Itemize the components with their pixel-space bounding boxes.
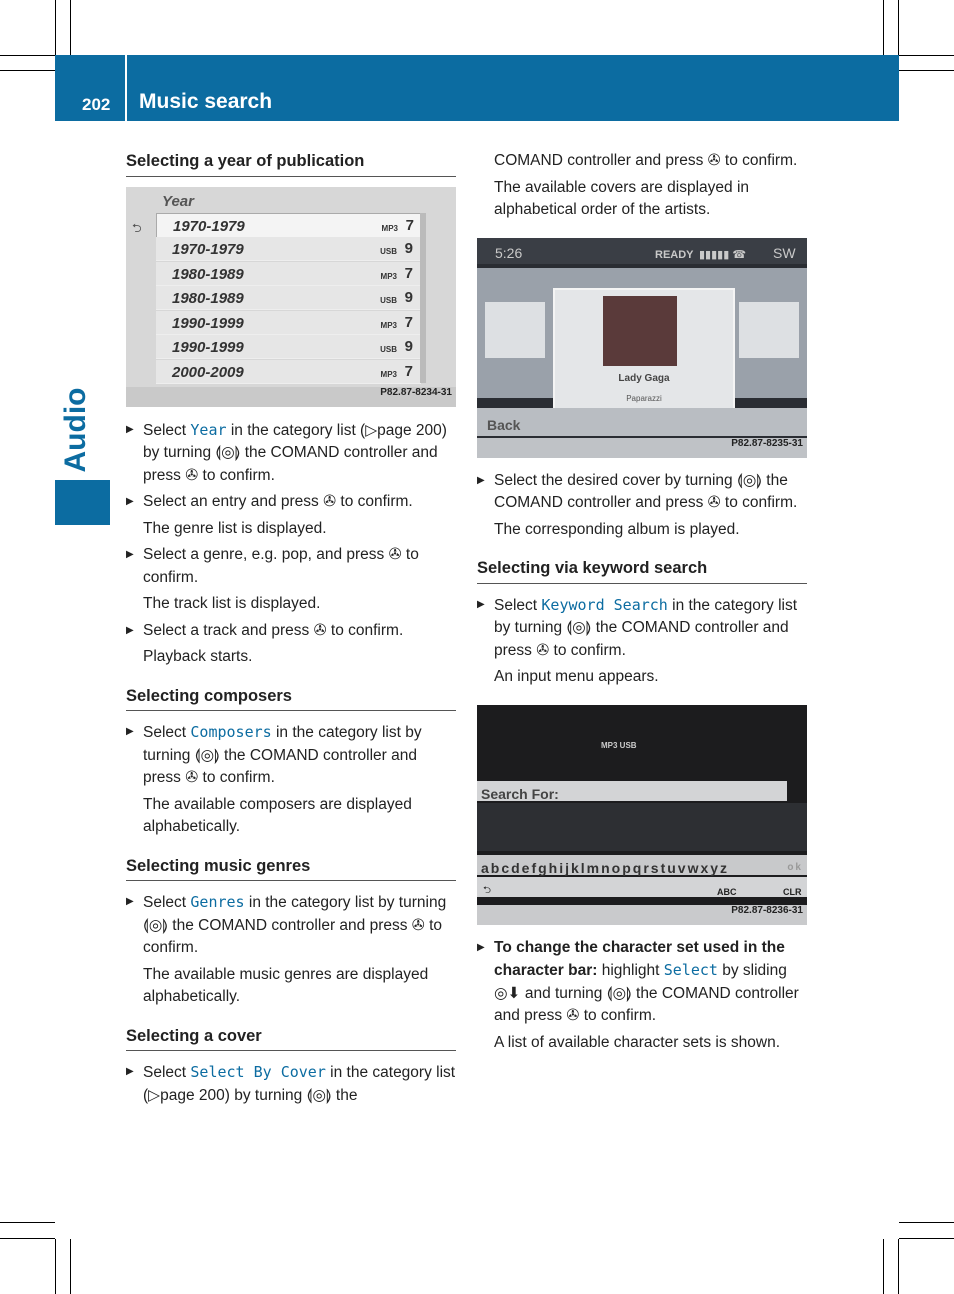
year-list-row[interactable] [156,311,421,335]
step-text: Select [143,421,191,439]
result-note: The available music genres are displayed alphabetically. [143,965,429,1005]
menu-keyword: Keyword Search [541,595,668,614]
clock: 5:26 [495,244,523,261]
source-icon: MP3 [380,271,397,281]
instruction-step [126,544,456,589]
year-list-row[interactable] [156,213,423,238]
year-list-row[interactable] [156,360,421,384]
press-controller-icon: ✇ [323,493,337,510]
step-text: by sliding [717,962,787,979]
crop-mark [0,1238,55,1239]
page-ref-icon: ▷ [365,421,378,439]
step-text: to confirm. [336,493,413,510]
chapter-label: Audio [59,387,92,473]
step-text: Select a track and press [143,621,314,639]
year-range-label: 1970-1979 [173,217,245,235]
year-list-row[interactable] [156,286,421,310]
cover-left [485,302,545,358]
result-note: The corresponding album is played. [494,520,740,538]
year-range-label: 1990-1999 [172,339,244,356]
instruction-step [126,419,456,488]
crop-mark [883,1239,884,1294]
instruction-step [126,891,456,960]
track-count: 7 [404,313,413,331]
artist-name: Lady Gaga [618,372,670,384]
step-text: Select an entry and press [143,493,324,510]
search-label: Search For: [481,785,559,802]
crop-mark [70,1239,71,1294]
page-ref-icon: ▷ [148,1086,161,1104]
step-text: Select a genre, e.g. pop, and press [143,546,389,563]
turn-controller-icon: ⟬◎⟭ [306,1086,332,1104]
press-controller-icon: ✇ [536,641,550,659]
source-icon: MP3 [381,223,398,233]
instruction-step [477,470,807,515]
turn-controller-icon: ⟬◎⟭ [736,471,762,489]
press-controller-icon: ✇ [185,769,199,786]
track-count: 7 [405,216,414,234]
right-column [477,150,807,1058]
menu-keyword: Select [663,961,718,979]
slide-down-icon: ◎⬇ [494,984,521,1002]
step-text: the COMAND controller and press [494,619,789,659]
step-text: the COMAND controller and press [143,746,417,786]
turn-controller-icon: ⟬◎⟭ [215,444,241,461]
result-note: The track list is displayed. [143,595,321,612]
step-text: Select [494,596,542,614]
turn-controller-icon: ⟬◎⟭ [143,916,168,934]
step-text: highlight [597,962,664,979]
header-divider [125,55,127,121]
step-text: to confirm. [579,1007,657,1024]
step-text: and turning [520,984,607,1002]
menu-keyword: Select By Cover [190,1063,326,1081]
crop-mark [883,0,884,55]
status-text: READY [655,248,694,261]
track-count: 7 [404,264,413,282]
year-list-row[interactable] [156,335,421,359]
back-icon: ⮌ [132,220,142,235]
result-note: Playback starts. [143,648,253,665]
figure-reference: P82.87-8235-31 [731,438,803,449]
back-icon[interactable]: ⮌ [483,884,492,896]
step-text: the [331,1086,358,1104]
track-count: 9 [404,338,413,355]
step-text: to confirm. [143,546,419,586]
year-list-row[interactable] [156,237,421,261]
section-heading-cover: Selecting a cover [126,1025,456,1052]
track-count: 9 [404,240,413,257]
year-range-label: 1980-1989 [172,290,244,307]
crop-mark [899,70,954,71]
page-title: Music search [139,90,273,113]
status-bar [477,238,807,264]
left-column [126,150,456,1111]
results-area [477,803,807,851]
crop-mark [898,0,899,55]
menu-keyword: Year [190,420,227,439]
back-label[interactable]: Back [487,416,521,433]
step-text: Select [143,894,191,911]
turn-controller-icon: ⟬◎⟭ [194,746,220,764]
source-icon: USB [380,345,397,354]
figure-reference: P82.87-8236-31 [731,905,803,916]
track-count: 7 [404,362,413,380]
ok-button[interactable]: ok [787,861,803,873]
step-text: the COMAND controller and press [494,471,788,511]
year-list-title: Year [162,192,194,210]
source-icons: MP3 USB [601,740,637,750]
back-bar[interactable] [477,408,807,436]
crop-mark [899,55,954,56]
year-list-row[interactable] [156,262,421,286]
section-heading-year: Selecting a year of publication [126,150,456,177]
function-key-bar [477,877,807,897]
crop-mark [898,1239,899,1294]
step-text: page 200) by turning [160,1086,307,1104]
crop-mark [55,0,56,55]
section-heading-composers: Selecting composers [126,685,456,712]
year-list-screenshot [126,187,456,407]
step-text: to confirm. [720,494,798,511]
turn-controller-icon: ⟬◎⟭ [606,984,632,1002]
abc-button[interactable]: ABC [717,886,737,897]
instruction-step [126,1061,456,1107]
step-text: to confirm. [198,466,275,484]
step-text: the COMAND controller and press [143,444,438,484]
press-controller-icon: ✇ [185,466,199,484]
source-icon: MP3 [380,369,397,379]
signal-icon: ▮▮▮▮▮ ☎ [699,248,747,261]
instruction-step [126,721,456,790]
year-range-label: 1970-1979 [172,241,244,258]
step-text: to confirm. [549,641,626,659]
menu-keyword: Composers [190,723,272,741]
menu-keyword: Genres [190,893,245,911]
step-text: in the category list by turning [494,596,798,636]
character-bar[interactable] [477,855,807,875]
step-text: Select the desired cover by turning [494,471,737,489]
turn-controller-icon: ⟬◎⟭ [566,619,592,636]
section-heading-keyword: Selecting via keyword search [477,557,807,584]
source-icon: USB [380,296,397,305]
crop-mark [70,0,71,55]
chapter-tab [55,480,110,525]
step-text: Select [143,724,191,741]
album-art [603,296,677,366]
result-note: An input menu appears. [494,668,659,685]
result-note: The genre list is displayed. [143,519,327,537]
clear-button[interactable]: CLR [783,886,802,897]
step-bold-text: To change the character set used in the character bar: [494,938,785,979]
step-text: in the category list ( [226,421,366,439]
crop-mark [0,55,55,56]
section-heading-genres: Selecting music genres [126,855,456,882]
keyword-search-screenshot [477,705,807,925]
press-controller-icon: ✇ [707,152,721,169]
step-text: in the category list ( [143,1064,456,1104]
result-note: The available composers are displayed alphabetically. [143,795,412,835]
step-text: to confirm. [198,769,275,786]
selected-cover [553,288,735,410]
character-list[interactable]: abcdefghijklmnopqrstuvwxyz [481,859,730,876]
search-field[interactable] [477,781,787,801]
instruction-step [126,620,456,643]
album-name: Paparazzi [626,393,662,403]
press-controller-icon: ✇ [566,1007,580,1024]
step-text: in the category list by turning [244,894,447,911]
instruction-step [126,491,456,514]
step-text: to confirm. [143,916,443,956]
source-icon: USB [380,247,397,256]
step-text: the COMAND controller and press [494,984,799,1024]
step-text: Select [143,1064,191,1081]
press-controller-icon: ✇ [388,546,402,563]
sw-label: SW [773,244,796,261]
year-range-label: 2000-2009 [172,363,244,381]
source-icon: MP3 [380,320,397,330]
press-controller-icon: ✇ [411,916,425,934]
crop-mark [0,70,55,71]
step-text: in the category list by turning [143,724,422,764]
crop-mark [0,1222,55,1223]
step-text: page 200) by turning [143,421,447,461]
result-note: The available covers are displayed in alphabetical order of the artists. [494,178,750,218]
result-note: A list of available character sets is shown. [494,1033,781,1051]
instruction-step [477,594,807,663]
crop-mark [899,1238,954,1239]
crop-mark [55,1239,56,1294]
scrollbar [420,213,426,383]
page-number: 202 [82,95,111,114]
track-count: 9 [404,289,413,306]
press-controller-icon: ✇ [313,621,327,639]
cover-right [739,302,799,358]
crop-mark [899,1222,954,1223]
instruction-step [477,937,807,1028]
cover-flow-screenshot [477,238,807,458]
step-text: to confirm. [326,621,404,639]
step-text: to confirm. [720,152,798,169]
year-range-label: 1990-1999 [172,314,244,332]
press-controller-icon: ✇ [707,494,721,511]
step-text: the COMAND controller and press [168,916,412,934]
year-range-label: 1980-1989 [172,265,244,283]
continued-step [477,150,807,173]
step-text: COMAND controller and press [494,152,708,169]
figure-reference: P82.87-8234-31 [380,387,452,398]
